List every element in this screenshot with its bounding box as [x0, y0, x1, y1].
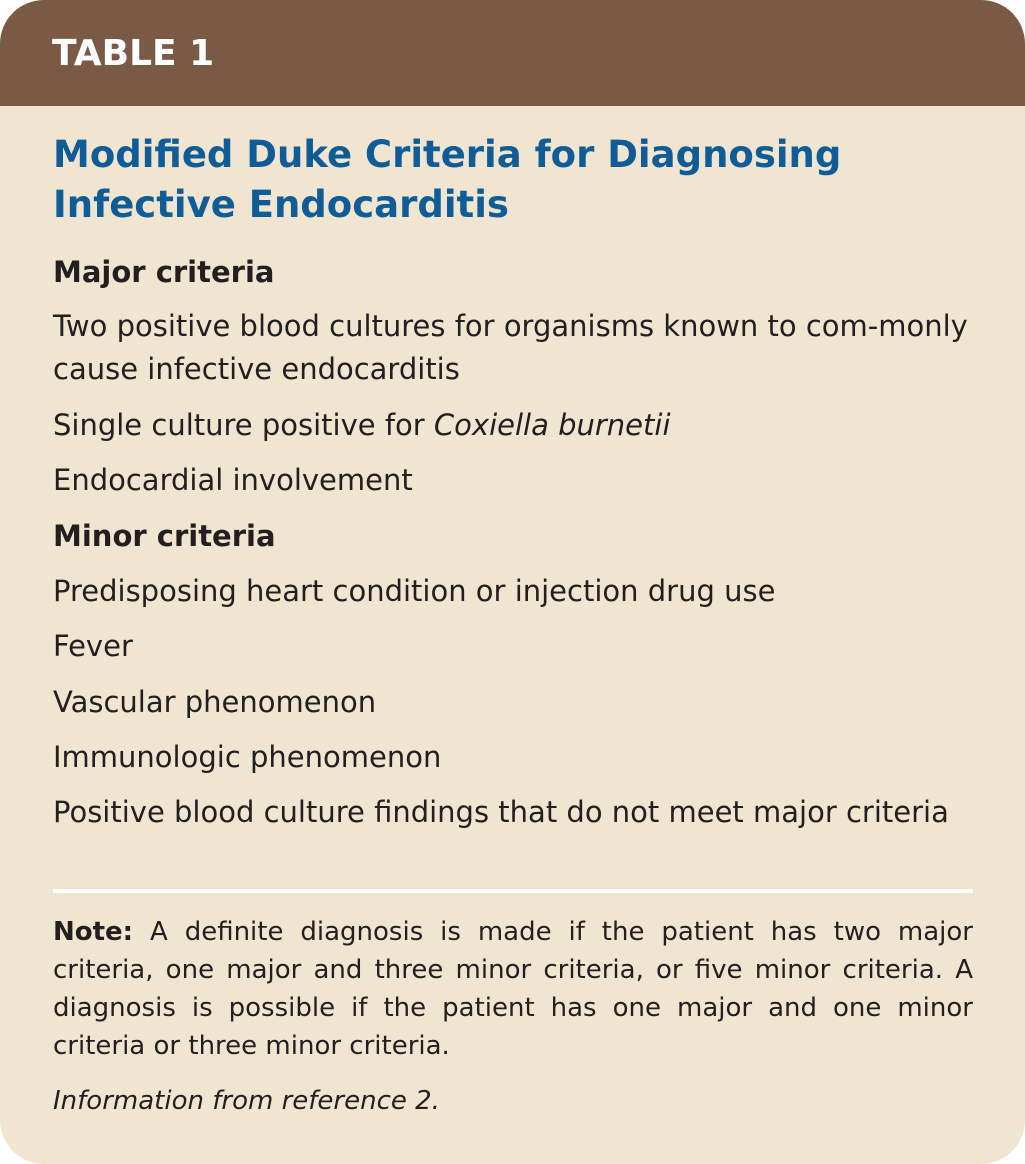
note-label: Note:: [53, 917, 134, 947]
minor-criterion-item: Predisposing heart condition or injection drug use: [53, 574, 776, 608]
criterion-text: Single culture positive for: [53, 408, 434, 442]
organism-name: Coxiella burnetii: [433, 408, 671, 442]
major-criteria-heading: Major criteria: [53, 255, 275, 289]
major-criterion-item: [53, 404, 973, 447]
minor-criterion-item: Immunologic phenomenon: [53, 740, 442, 774]
source-citation: Information from reference 2.: [53, 1086, 440, 1116]
minor-criterion-item: Positive blood culture findings that do not meet major criteria: [53, 795, 949, 829]
minor-criterion-item: Vascular phenomenon: [53, 685, 377, 719]
minor-criteria-heading: Minor criteria: [53, 519, 276, 553]
major-criterion-item: Two positive blood cultures for organisms known to com-monly cause infective endocarditis: [53, 309, 968, 386]
divider: [53, 889, 973, 893]
major-criterion-item: Endocardial involvement: [53, 463, 413, 497]
minor-criterion-item: Fever: [53, 629, 133, 663]
table-number-label: TABLE 1: [52, 33, 215, 74]
table-note: [53, 913, 973, 1065]
note-text: A definite diagnosis is made if the patient has two major criteria, one major and three minor criteria, or five minor criteria. A diagnosis is possible if the patient has one major and one minor criteria or three minor criteria.: [53, 917, 973, 1061]
table-header-bar: [0, 0, 1025, 106]
table-title: Modified Duke Criteria for Diagnosing Infective Endocarditis: [53, 133, 842, 226]
